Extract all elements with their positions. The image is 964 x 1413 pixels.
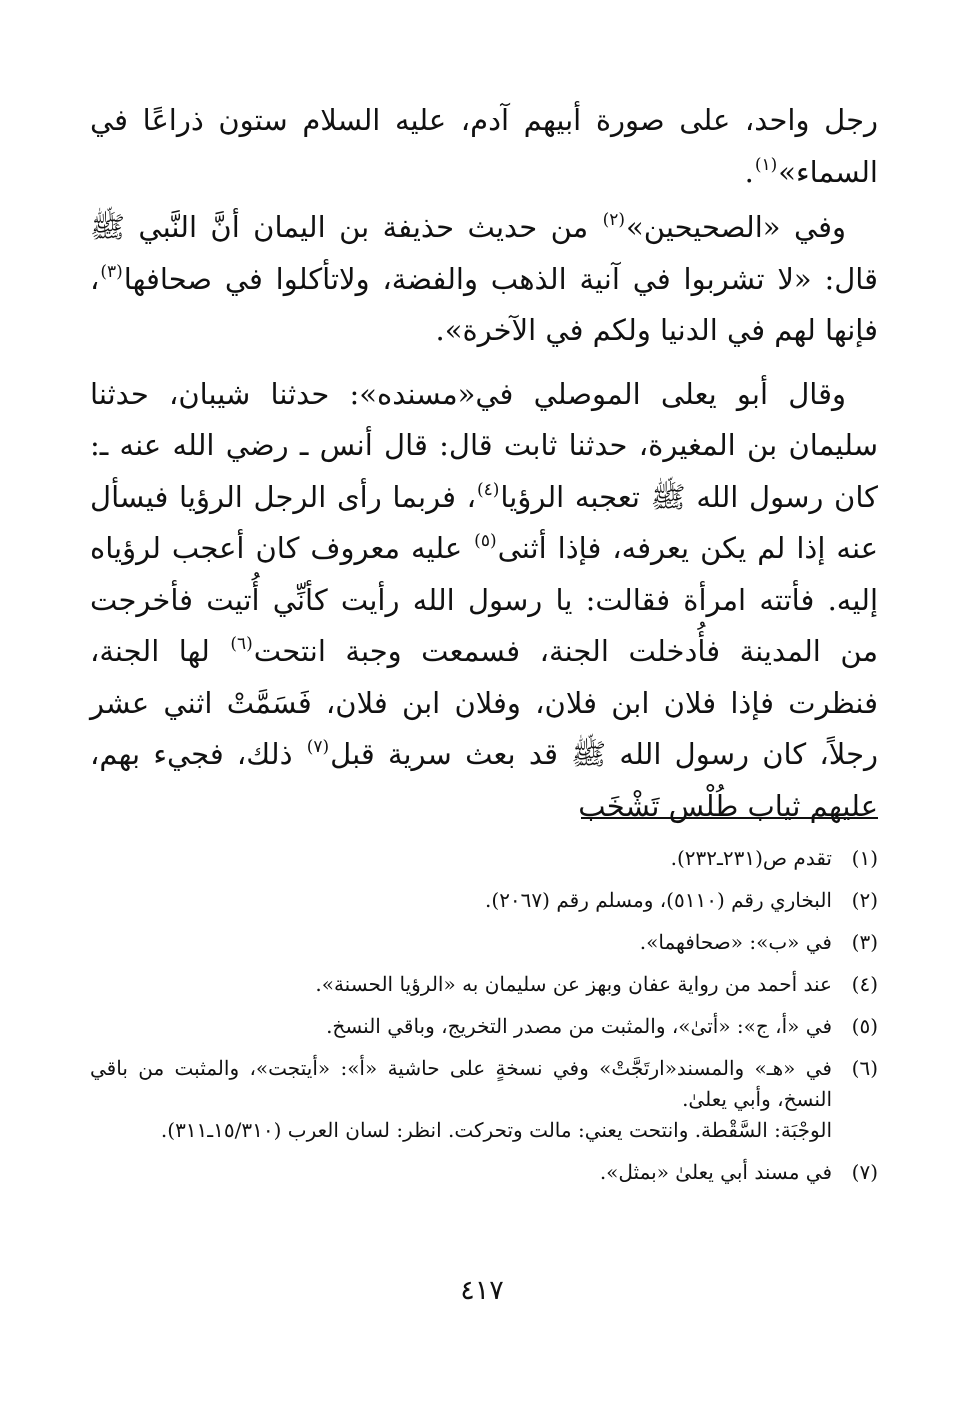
footnote-ref-4[interactable]: (٤) xyxy=(476,479,500,500)
footnote-7 xyxy=(90,1157,878,1188)
footnote-ref-1[interactable]: (١) xyxy=(754,154,778,175)
paragraph-3: وقال أبو يعلى الموصلي في«مسنده»: حدثنا شيبان، حدثنا سليمان بن المغيرة، حدثنا ثابت قال: قال أنس ـ رضي الله عنه ـ: كان رسول الله ﷺ تعجبه الرؤيا$^{(٤)}$، فربما رأى الرجل الرؤيا فيسأل عنه إذا لم يكن يعرفه، فإذا أثنى$^{(٥)}$ عليه معروف كان أعجب لرؤياه إليه. فأتته امرأة فقالت: يا رسول الله رأيت كأنِّي أُتيت فأخرجت من المدينة فأُدخلت الجنة، فسمعت وجبة انتحت$^{(٦)}$ لها الجنة، فنظرت فإذا فلان ابن فلان، وفلان ابن فلان، فَسَمَّتْ اثني عشر رجلاً، كان رسول الله ﷺ قد بعث سرية قبل$^{(٧)}$ ذلك، فجيء بهم، عليهم ثياب طُلْس تَشْخَب xyxy=(90,376,879,823)
footnote-1 xyxy=(90,843,878,874)
footnote-5 xyxy=(90,1011,878,1042)
footnote-2 xyxy=(90,885,878,916)
footnote-number: (٦) xyxy=(851,1056,878,1080)
footnote-number: (٣) xyxy=(851,930,878,954)
footnote-text: في «أ، ج»: «أتىٰ»، والمثبت من مصدر التخريج، وباقي النسخ. xyxy=(326,1014,832,1038)
footnote-number: (٢) xyxy=(851,888,878,912)
footnote-4 xyxy=(90,969,878,1000)
paragraph-2: وفي «الصحيحين»$^{(٢)}$ من حديث حذيفة بن اليمان أنَّ النَّبي ﷺ قال: «لا تشربوا في آنية الذهب والفضة، ولاتأكلوا في صحافها$^{(٣)}$، فإنها لهم في الدنيا ولكم في الآخرة». xyxy=(90,210,878,347)
footnote-number: (١) xyxy=(851,846,878,870)
footnote-text: في «هـ» والمسند«ارتَجَّتْ» وفي نسخةٍ على حاشية «أ»: «أيتجت»، والمثبت من باقي النسخ، وأبي يعلىٰ. xyxy=(90,1056,832,1111)
footnote-3 xyxy=(90,927,878,958)
footnote-ref-7[interactable]: (٧) xyxy=(306,737,330,757)
footnote-text: البخاري رقم (٥١١٠)، ومسلم رقم (٢٠٦٧). xyxy=(485,888,832,912)
footnote-text: في «ب»: «صحافهما». xyxy=(639,930,832,954)
page-body xyxy=(90,95,879,1184)
footnotes-list xyxy=(90,843,878,1199)
footnote-6 xyxy=(90,1053,878,1146)
page-number: ٤١٧ xyxy=(460,1275,504,1306)
footnote-text: عند أحمد من رواية عفان وبهز عن سليمان به «الرؤيا الحسنة». xyxy=(315,972,832,996)
footnote-text-continuation: الوجْبَة: السَّقْطة. وانتحت يعني: مالت وتحركت. انظر: لسان العرب (١٥/٣١٠ـ٣١١). xyxy=(160,1118,832,1142)
footnote-ref-6[interactable]: (٦) xyxy=(230,634,253,654)
footnote-number: (٥) xyxy=(851,1014,878,1038)
footnote-ref-3[interactable]: (٣) xyxy=(100,261,123,282)
footnote-separator xyxy=(581,817,878,819)
footnote-text-group xyxy=(90,1053,832,1146)
footnote-ref-2[interactable]: (٢) xyxy=(602,210,625,230)
footnote-number: (٤) xyxy=(851,972,878,996)
footnote-ref-5[interactable]: (٥) xyxy=(474,531,497,551)
footnote-number: (٧) xyxy=(851,1160,878,1184)
footnote-text: تقدم ص(٢٣١ـ٢٣٢). xyxy=(670,846,832,870)
main-text xyxy=(90,95,878,832)
footnote-text: في مسند أبي يعلىٰ «بمثل». xyxy=(599,1160,832,1184)
paragraph-1: رجل واحد، على صورة أبيهم آدم، عليه السلام ستون ذراعًا في السماء»$^{(١)}$. xyxy=(90,103,878,189)
